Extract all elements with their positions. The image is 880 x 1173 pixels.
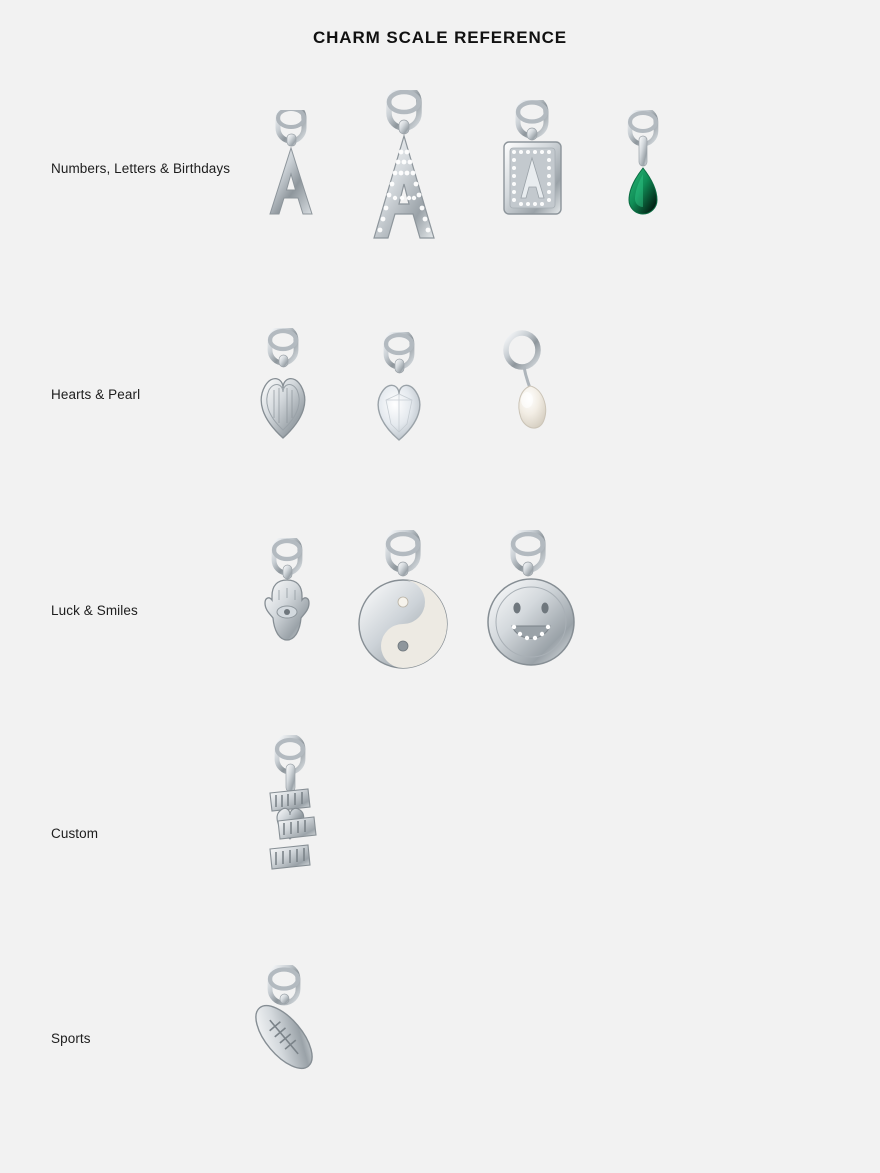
row-sports [0, 965, 880, 1095]
baroque-pearl-charm[interactable] [490, 330, 580, 460]
crystal-heart-charm[interactable] [358, 332, 448, 462]
row-luck-smiles [0, 530, 880, 680]
football-charm[interactable] [243, 965, 333, 1095]
row-label-hearts-pearl: Hearts & Pearl [51, 387, 141, 402]
engraved-heart-charm[interactable] [243, 328, 333, 458]
smiley-face-charm[interactable] [482, 530, 582, 680]
hamsa-hand-charm[interactable] [245, 538, 335, 678]
row-hearts-pearl [0, 320, 880, 460]
row-label-custom: Custom [51, 826, 99, 841]
row-numbers-letters-birthdays [0, 88, 880, 258]
custom-stacked-nameplate-charm[interactable] [250, 735, 340, 905]
yin-yang-charm[interactable] [355, 530, 455, 680]
letter-a-pave-charm[interactable] [355, 90, 455, 260]
row-label-numbers-letters-birthdays: Numbers, Letters & Birthdays [51, 161, 231, 176]
letter-a-tag-pave-charm[interactable] [490, 100, 575, 250]
page-title: CHARM SCALE REFERENCE [312, 28, 568, 47]
row-label-luck-smiles: Luck & Smiles [51, 603, 138, 618]
letter-a-plain-charm[interactable] [248, 110, 338, 250]
row-label-sports: Sports [51, 1031, 91, 1046]
row-custom [0, 735, 880, 915]
emerald-teardrop-birthstone-charm[interactable] [610, 110, 685, 240]
